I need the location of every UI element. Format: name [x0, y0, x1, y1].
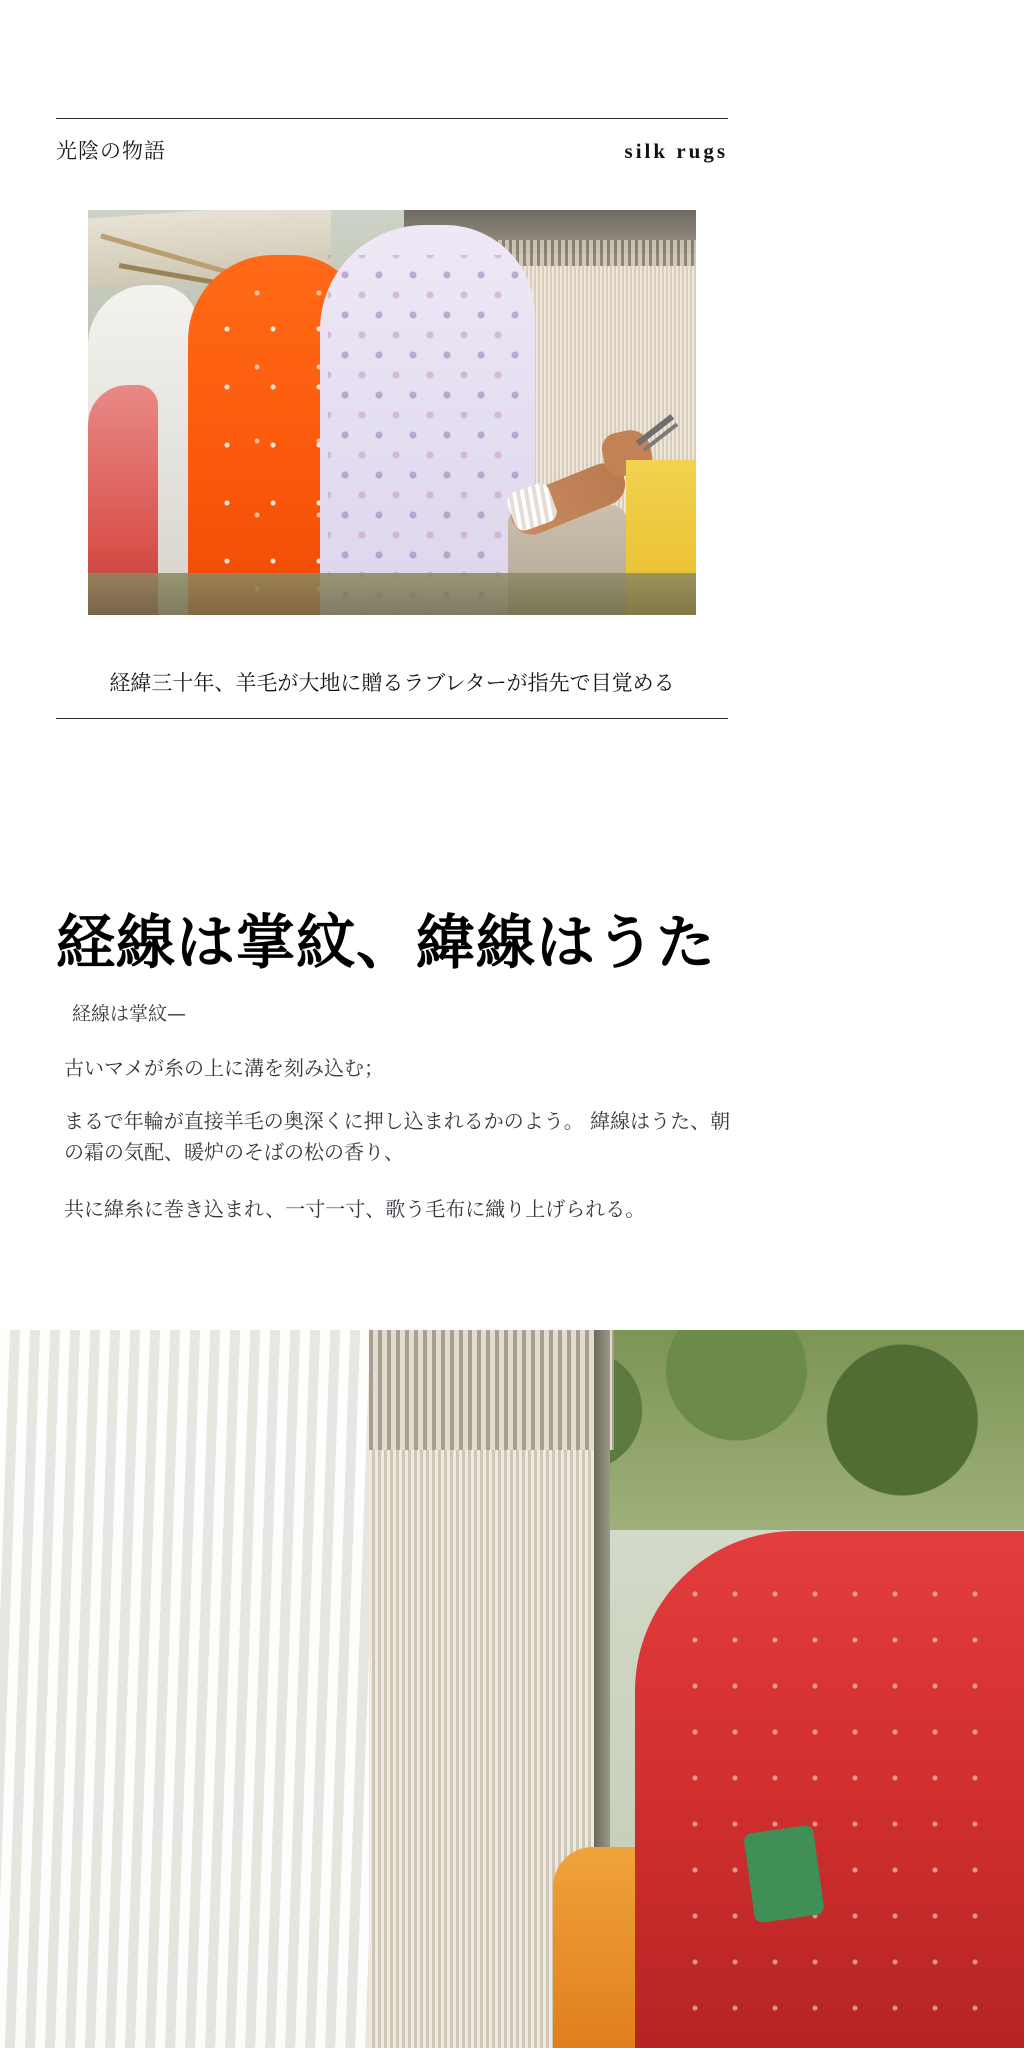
page-title: 経線は掌紋、緯線はうた	[56, 907, 717, 977]
hero-ground	[88, 573, 696, 615]
bottom-figure-red	[635, 1531, 1024, 2048]
hero-image	[88, 210, 696, 615]
article-body	[64, 1000, 736, 1251]
body-paragraph-1: 経線は掌紋—	[72, 1003, 187, 1025]
header-title: 光陰の物語	[56, 139, 166, 163]
hero-illustration	[88, 210, 696, 615]
body-paragraph-4: 共に緯糸に巻き込まれ、一寸一寸、歌う毛布に織り上げられる。	[64, 1197, 646, 1222]
brand-logo: silk rugs	[624, 139, 728, 163]
body-paragraph-3: まるで年輪が直接羊毛の奥深くに押し込まれるかのよう。 緯線はうた、朝の霜の気配、暖炉のそばの松の香り、	[64, 1109, 731, 1165]
bottom-green-patch	[743, 1824, 825, 1923]
bottom-loom-beam	[369, 1330, 615, 1450]
hero-caption: 経緯三十年、羊毛が大地に贈るラブレターが指先で目覚める	[109, 671, 675, 695]
body-paragraph-2: 古いマメが糸の上に溝を刻み込む；	[64, 1056, 384, 1081]
bottom-curtain	[0, 1330, 430, 2048]
hero-figure-violet	[320, 225, 535, 615]
caption-block	[56, 668, 728, 719]
bottom-image	[0, 1330, 1024, 2048]
page-header	[56, 118, 728, 165]
